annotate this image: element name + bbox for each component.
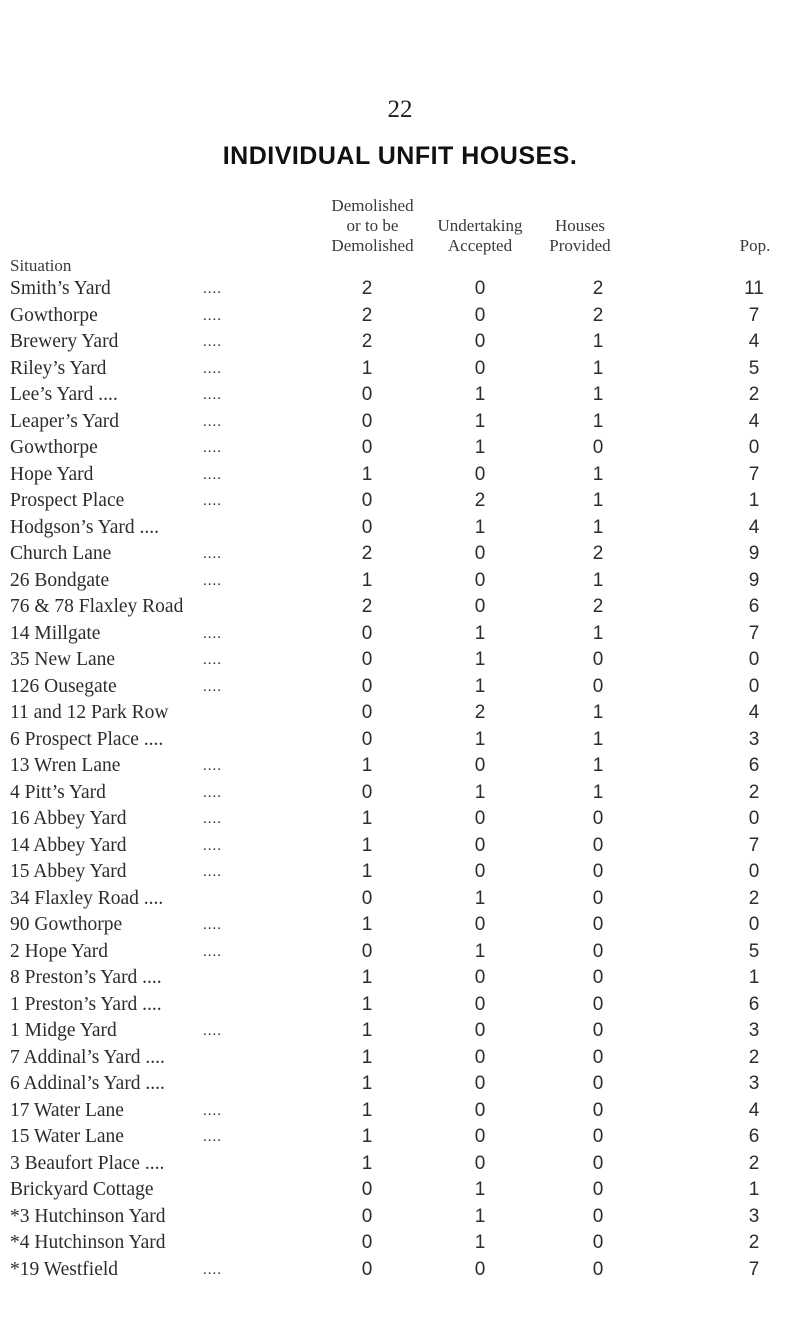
situation-cell: Brewery Yard	[10, 331, 119, 352]
header-pop-label: Pop.	[739, 236, 771, 255]
table-row	[0, 780, 800, 807]
demolished-cell: 2	[361, 543, 373, 564]
demolished-cell: 1	[361, 861, 373, 882]
undertaking-cell: 0	[474, 1126, 486, 1147]
pop-cell: 7	[748, 463, 760, 485]
table-row	[0, 912, 800, 939]
pop-cell: 7	[748, 1258, 760, 1280]
leader-dots: ....	[203, 413, 222, 430]
pop-cell: 6	[748, 993, 760, 1015]
demolished-cell: 2	[361, 304, 373, 326]
leader-dots: ....	[203, 864, 222, 880]
houses-cell: 1	[592, 755, 604, 776]
demolished-cell: 0	[361, 516, 373, 538]
demolished-cell: 0	[361, 384, 373, 405]
header-demolished-line-1: Demolished	[331, 196, 414, 215]
page-title: INDIVIDUAL UNFIT HOUSES.	[222, 142, 578, 170]
situation-cell: Prospect Place	[10, 490, 125, 511]
table-row	[0, 1018, 800, 1045]
demolished-cell: 0	[361, 781, 373, 803]
demolished-cell: 1	[361, 967, 373, 988]
situation-cell: Smith’s Yard	[10, 278, 111, 299]
houses-cell: 0	[592, 808, 604, 829]
header-demolished-line-3: Demolished	[331, 236, 414, 255]
houses-cell: 0	[592, 1152, 604, 1174]
header-situation-label: Situation	[10, 256, 72, 275]
houses-cell: 0	[592, 649, 604, 670]
header-houses-line-1: Houses	[554, 216, 606, 235]
houses-cell: 1	[592, 490, 604, 511]
demolished-cell: 0	[361, 490, 373, 511]
pop-cell: 3	[748, 728, 760, 750]
undertaking-cell: 0	[474, 993, 486, 1015]
pop-cell: 3	[748, 1205, 760, 1227]
situation-cell: Gowthorpe	[10, 437, 98, 458]
leader-dots: ....	[203, 334, 222, 350]
table-row	[0, 1098, 800, 1125]
houses-cell: 0	[592, 834, 604, 856]
houses-cell: 0	[592, 914, 604, 935]
situation-cell: Hodgson’s Yard ....	[10, 516, 159, 538]
situation-cell: Gowthorpe	[10, 304, 98, 326]
undertaking-cell: 1	[474, 622, 486, 644]
houses-cell: 1	[592, 463, 604, 485]
table-row	[0, 1071, 800, 1098]
situation-cell: 34 Flaxley Road ....	[10, 887, 164, 909]
undertaking-cell: 0	[474, 1152, 486, 1174]
situation-cell: 15 Water Lane	[10, 1126, 124, 1147]
demolished-cell: 0	[361, 1179, 373, 1200]
table-row	[0, 488, 800, 515]
pop-cell: 2	[748, 1046, 760, 1068]
situation-cell: 13 Wren Lane	[10, 755, 121, 776]
undertaking-cell: 0	[474, 914, 486, 935]
pop-cell: 1	[748, 967, 760, 988]
situation-cell: 90 Gowthorpe	[10, 914, 123, 935]
undertaking-cell: 0	[474, 278, 486, 299]
leader-dots: ....	[203, 837, 222, 854]
pop-cell: 5	[748, 940, 760, 962]
pop-cell: 2	[748, 781, 760, 803]
table-row	[0, 541, 800, 568]
situation-cell: 126 Ousegate	[10, 675, 117, 697]
leader-dots: ....	[203, 466, 222, 483]
demolished-cell: 1	[361, 993, 373, 1015]
pop-cell: 3	[748, 1073, 760, 1094]
undertaking-cell: 1	[474, 384, 486, 405]
table-row	[0, 568, 800, 595]
demolished-cell: 1	[361, 1073, 373, 1094]
situation-cell: 76 & 78 Flaxley Road	[10, 596, 184, 617]
demolished-cell: 1	[361, 1126, 373, 1147]
pop-cell: 4	[748, 410, 760, 432]
pop-cell: 2	[748, 1152, 760, 1174]
pop-cell: 0	[748, 437, 760, 458]
demolished-cell: 2	[361, 596, 373, 617]
undertaking-cell: 0	[474, 808, 486, 829]
leader-dots: ....	[203, 917, 222, 933]
situation-cell: 6 Addinal’s Yard ....	[10, 1073, 165, 1094]
header-undertaking-line-2: Accepted	[447, 236, 513, 255]
demolished-cell: 0	[361, 649, 373, 670]
undertaking-cell: 1	[474, 1179, 486, 1200]
undertaking-cell: 1	[474, 1205, 486, 1227]
pop-cell: 3	[748, 1020, 760, 1041]
houses-cell: 1	[592, 781, 604, 803]
demolished-cell: 0	[361, 887, 373, 909]
situation-cell: *3 Hutchinson Yard	[10, 1205, 166, 1227]
table-row	[0, 621, 800, 648]
leader-dots: ....	[203, 360, 222, 377]
houses-cell: 1	[592, 357, 604, 379]
pop-cell: 6	[748, 755, 760, 776]
situation-cell: 1 Midge Yard	[10, 1020, 117, 1041]
situation-cell: Brickyard Cottage	[10, 1179, 154, 1200]
leader-dots: ....	[203, 440, 222, 456]
houses-cell: 0	[592, 437, 604, 458]
houses-table	[0, 276, 800, 1283]
leader-dots: ....	[203, 387, 222, 403]
demolished-cell: 1	[361, 1099, 373, 1121]
houses-cell: 0	[592, 1073, 604, 1094]
houses-cell: 0	[592, 1099, 604, 1121]
table-row	[0, 1257, 800, 1284]
pop-cell: 0	[748, 808, 760, 829]
pop-cell: 0	[748, 914, 760, 935]
houses-cell: 0	[592, 940, 604, 962]
demolished-cell: 1	[361, 914, 373, 935]
undertaking-cell: 0	[474, 304, 486, 326]
undertaking-cell: 0	[474, 463, 486, 485]
undertaking-cell: 1	[474, 649, 486, 670]
houses-cell: 2	[592, 304, 604, 326]
pop-cell: 7	[748, 304, 760, 326]
pop-cell: 9	[748, 543, 760, 564]
table-row	[0, 594, 800, 621]
leader-dots: ....	[203, 572, 222, 589]
houses-cell: 0	[592, 993, 604, 1015]
demolished-cell: 0	[361, 437, 373, 458]
page-number: 22	[387, 96, 413, 123]
demolished-cell: 0	[361, 1232, 373, 1253]
table-row	[0, 939, 800, 966]
demolished-cell: 0	[361, 622, 373, 644]
undertaking-cell: 0	[474, 1258, 486, 1280]
table-row	[0, 1204, 800, 1231]
table-row	[0, 806, 800, 833]
situation-cell: 1 Preston’s Yard ....	[10, 993, 162, 1015]
leader-dots: ....	[203, 758, 222, 774]
houses-cell: 1	[592, 728, 604, 750]
situation-cell: 8 Preston’s Yard ....	[10, 967, 162, 988]
undertaking-cell: 1	[474, 728, 486, 750]
undertaking-cell: 1	[474, 940, 486, 962]
undertaking-cell: 0	[474, 1046, 486, 1068]
houses-cell: 2	[592, 278, 604, 299]
situation-cell: Lee’s Yard ....	[10, 384, 118, 405]
situation-cell: Riley’s Yard	[10, 357, 107, 379]
situation-cell: 35 New Lane	[10, 649, 116, 670]
houses-cell: 1	[592, 569, 604, 591]
table-header	[0, 196, 800, 275]
pop-cell: 11	[744, 278, 764, 299]
houses-cell: 1	[592, 702, 604, 723]
header-houses	[520, 216, 640, 256]
table-row	[0, 515, 800, 542]
houses-cell: 1	[592, 622, 604, 644]
undertaking-cell: 0	[474, 357, 486, 379]
pop-cell: 9	[748, 569, 760, 591]
situation-cell: 7 Addinal’s Yard ....	[10, 1046, 165, 1068]
table-row	[0, 329, 800, 356]
demolished-cell: 0	[361, 675, 373, 697]
demolished-cell: 0	[361, 702, 373, 723]
undertaking-cell: 1	[474, 516, 486, 538]
table-row	[0, 356, 800, 383]
leader-dots: ....	[203, 307, 222, 324]
table-row	[0, 276, 800, 303]
undertaking-cell: 0	[474, 596, 486, 617]
situation-cell: 3 Beaufort Place ....	[10, 1152, 165, 1174]
pop-cell: 4	[748, 331, 760, 352]
leader-dots: ....	[203, 625, 222, 642]
pop-cell: 5	[748, 357, 760, 379]
pop-cell: 4	[748, 516, 760, 538]
pop-cell: 0	[748, 861, 760, 882]
table-row	[0, 753, 800, 780]
undertaking-cell: 1	[474, 1232, 486, 1253]
table-row	[0, 1045, 800, 1072]
pop-cell: 1	[748, 490, 760, 511]
header-houses-line-2: Provided	[549, 236, 611, 255]
table-row	[0, 833, 800, 860]
table-row	[0, 992, 800, 1019]
situation-cell: Church Lane	[10, 543, 112, 564]
situation-cell: *4 Hutchinson Yard	[10, 1232, 166, 1253]
situation-cell: 26 Bondgate	[10, 569, 110, 591]
situation-cell: Leaper’s Yard	[10, 410, 120, 432]
houses-cell: 0	[592, 861, 604, 882]
houses-cell: 0	[592, 1126, 604, 1147]
pop-cell: 7	[748, 622, 760, 644]
undertaking-cell: 0	[474, 861, 486, 882]
leader-dots: ....	[203, 546, 222, 562]
demolished-cell: 0	[361, 410, 373, 432]
pop-cell: 0	[748, 649, 760, 670]
demolished-cell: 0	[361, 1205, 373, 1227]
leader-dots: ....	[203, 943, 222, 960]
table-row	[0, 647, 800, 674]
header-pop	[720, 236, 790, 256]
leader-dots: ....	[203, 281, 222, 297]
undertaking-cell: 2	[474, 702, 486, 723]
demolished-cell: 2	[361, 331, 373, 352]
demolished-cell: 1	[361, 357, 373, 379]
leader-dots: ....	[203, 493, 222, 509]
leader-dots: ....	[203, 1102, 222, 1119]
header-demolished-line-2: or to be	[346, 216, 399, 235]
header-demolished	[310, 196, 435, 256]
table-row	[0, 1151, 800, 1178]
undertaking-cell: 1	[474, 675, 486, 697]
table-row	[0, 859, 800, 886]
houses-cell: 0	[592, 1179, 604, 1200]
pop-cell: 6	[748, 1126, 760, 1147]
leader-dots: ....	[203, 811, 222, 827]
pop-cell: 6	[748, 596, 760, 617]
situation-cell: 17 Water Lane	[10, 1099, 124, 1121]
houses-cell: 1	[592, 410, 604, 432]
situation-cell: 2 Hope Yard	[10, 940, 109, 962]
situation-cell: 15 Abbey Yard	[10, 861, 127, 882]
undertaking-cell: 0	[474, 1073, 486, 1094]
undertaking-cell: 0	[474, 1020, 486, 1041]
demolished-cell: 0	[361, 1258, 373, 1280]
leader-dots: ....	[203, 652, 222, 668]
pop-cell: 2	[748, 887, 760, 909]
houses-cell: 0	[592, 1046, 604, 1068]
undertaking-cell: 1	[474, 887, 486, 909]
table-row	[0, 674, 800, 701]
houses-cell: 1	[592, 516, 604, 538]
table-row	[0, 1230, 800, 1257]
situation-cell: 14 Abbey Yard	[10, 834, 127, 856]
pop-cell: 1	[748, 1179, 760, 1200]
undertaking-cell: 0	[474, 755, 486, 776]
demolished-cell: 1	[361, 755, 373, 776]
demolished-cell: 1	[361, 1152, 373, 1174]
pop-cell: 0	[748, 675, 760, 697]
houses-cell: 0	[592, 967, 604, 988]
undertaking-cell: 1	[474, 437, 486, 458]
pop-cell: 7	[748, 834, 760, 856]
houses-cell: 2	[592, 596, 604, 617]
undertaking-cell: 0	[474, 967, 486, 988]
leader-dots: ....	[203, 784, 222, 801]
houses-cell: 0	[592, 1205, 604, 1227]
table-row	[0, 303, 800, 330]
header-situation	[10, 256, 110, 276]
demolished-cell: 1	[361, 834, 373, 856]
leader-dots: ....	[203, 1129, 222, 1145]
header-undertaking-line-1: Undertaking	[437, 216, 523, 235]
situation-cell: 6 Prospect Place ....	[10, 728, 164, 750]
demolished-cell: 1	[361, 569, 373, 591]
pop-cell: 4	[748, 1099, 760, 1121]
pop-cell: 2	[748, 384, 760, 405]
situation-cell: 16 Abbey Yard	[10, 808, 127, 829]
demolished-cell: 1	[361, 1046, 373, 1068]
houses-cell: 0	[592, 1020, 604, 1041]
leader-dots: ....	[203, 1261, 222, 1278]
houses-cell: 0	[592, 1232, 604, 1253]
table-row	[0, 1124, 800, 1151]
table-row	[0, 965, 800, 992]
situation-cell: 14 Millgate	[10, 622, 101, 644]
leader-dots: ....	[203, 1023, 222, 1039]
situation-cell: Hope Yard	[10, 463, 94, 485]
undertaking-cell: 1	[474, 781, 486, 803]
undertaking-cell: 0	[474, 543, 486, 564]
undertaking-cell: 0	[474, 569, 486, 591]
houses-cell: 0	[592, 675, 604, 697]
undertaking-cell: 0	[474, 1099, 486, 1121]
table-row	[0, 382, 800, 409]
table-row	[0, 886, 800, 913]
demolished-cell: 0	[361, 728, 373, 750]
undertaking-cell: 2	[474, 490, 486, 511]
situation-cell: *19 Westfield	[10, 1258, 119, 1280]
houses-cell: 0	[592, 1258, 604, 1280]
undertaking-cell: 1	[474, 410, 486, 432]
demolished-cell: 2	[361, 278, 373, 299]
houses-cell: 1	[592, 384, 604, 405]
table-row	[0, 1177, 800, 1204]
pop-cell: 2	[748, 1232, 760, 1253]
demolished-cell: 1	[361, 1020, 373, 1041]
undertaking-cell: 0	[474, 834, 486, 856]
situation-cell: 4 Pitt’s Yard	[10, 781, 106, 803]
demolished-cell: 0	[361, 940, 373, 962]
table-row	[0, 435, 800, 462]
pop-cell: 4	[748, 702, 760, 723]
table-row	[0, 462, 800, 489]
table-row	[0, 727, 800, 754]
houses-cell: 2	[592, 543, 604, 564]
houses-cell: 1	[592, 331, 604, 352]
demolished-cell: 1	[361, 808, 373, 829]
situation-cell: 11 and 12 Park Row	[10, 702, 169, 723]
table-row	[0, 409, 800, 436]
demolished-cell: 1	[361, 463, 373, 485]
leader-dots: ....	[203, 678, 222, 695]
table-row	[0, 700, 800, 727]
houses-cell: 0	[592, 887, 604, 909]
undertaking-cell: 0	[474, 331, 486, 352]
